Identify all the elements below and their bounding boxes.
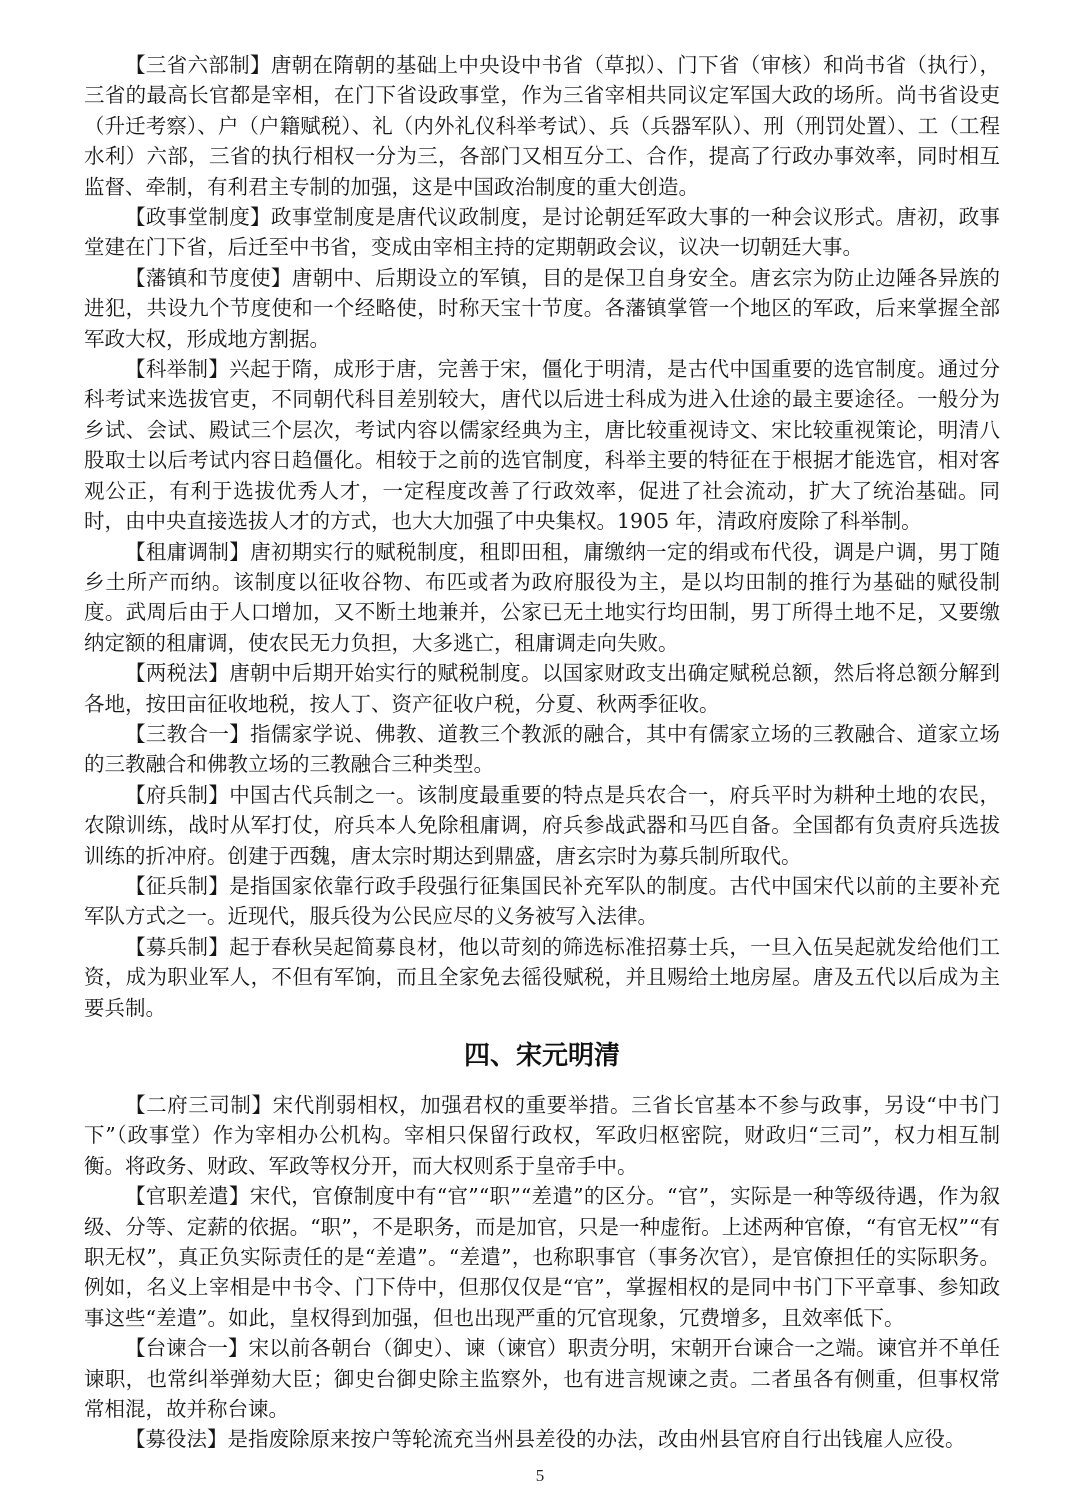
page-number: 5 [535,1466,545,1485]
entry-term: 【募兵制】 [125,934,230,959]
entry-term: 【政事堂制度】 [125,205,271,230]
entry-mubingzhi [84,932,1000,1023]
entry-sansheng-liubu [84,50,1000,202]
entry-text: 唐朝中、后期设立的军镇，目的是保卫自身安全。唐玄宗为防止边陲各异族的进犯，共设九个节度使和一个经略使，时称天宝十节度。各藩镇掌管一个地区的军政，后来掌握全部军政大权，形成地方割据。 [84,265,1001,351]
entry-zhengbingzhi [84,871,1000,932]
entry-text: 唐初期实行的赋税制度，租即田租，庸缴纳一定的绢或布代役，调是户调，男丁随乡土所产而纳。该制度以征收谷物、布匹或者为政府服役为主，是以均田制的推行为基础的赋役制度。武周后由于人口增加，又不断土地兼并，公家已无土地实行均田制，男丁所得土地不足，又要缴纳定额的租庸调，使农民无力负担，大多逃亡，租庸调走向失败。 [84,539,1001,655]
entry-text: 起于春秋吴起简募良材，他以苛刻的筛选标准招募士兵，一旦入伍吴起就发给他们工资，成为职业军人，不但有军饷，而且全家免去徭役赋税，并且赐给土地房屋。唐及五代以后成为主要兵制。 [84,934,1001,1020]
entry-term: 【府兵制】 [125,782,230,807]
section-title: 四、宋元明清 [463,1041,620,1071]
entry-term: 【科举制】 [125,357,230,382]
entry-guanzhi-chaiqian [84,1181,1000,1333]
entry-text: 宋以前各朝台（御史）、谏（谏官）职责分明，宋朝开台谏合一之端。谏官并不单任谏职，也常纠举弹劾大臣；御史台御史除主监察外，也有进言规谏之责。二者虽各有侧重，但事权常常相混，故并称台谏。 [84,1336,1001,1422]
entry-term: 【三教合一】 [125,721,251,746]
entry-erfu-sansi [84,1090,1000,1181]
entry-keju [84,354,1000,536]
entry-text: 是指国家依靠行政手段强行征集国民补充军队的制度。古代中国宋代以前的主要补充军队方式之一。近现代，服兵役为公民应尽的义务被写入法律。 [84,873,1001,929]
entry-text: 指儒家学说、佛教、道教三个教派的融合，其中有儒家立场的三教融合、道家立场的三教融合和佛教立场的三教融合三种类型。 [84,721,1001,777]
entry-text: 是指废除原来按户等轮流充当州县差役的办法，改由州县官府自行出钱雇人应役。 [227,1427,966,1452]
document-body [84,50,1000,1455]
entry-term: 【租庸调制】 [125,539,251,564]
entry-text: 中国古代兵制之一。该制度最重要的特点是兵农合一，府兵平时为耕种土地的农民，农隙训练，战时从军打仗，府兵本人免除租庸调，府兵参战武器和马匹自备。全国都有负责府兵选拔训练的折冲府。创建于西魏，唐太宗时期达到鼎盛，唐玄宗时为募兵制所取代。 [84,782,1001,868]
entry-term: 【台谏合一】 [125,1336,249,1361]
entry-text: 唐朝中后期开始实行的赋税制度。以国家财政支出确定赋税总额，然后将总额分解到各地，按田亩征收地税，按人丁、资产征收户税，分夏、秋两季征收。 [84,661,1001,716]
entry-term: 【三省六部制】 [125,53,271,77]
entries-part1 [84,50,1000,1023]
entry-term: 【征兵制】 [125,873,230,898]
entry-taijian-heyi [84,1333,1000,1424]
entry-text: 宋代，官僚制度中有“官”“职”“差遣”的区分。“官”，实际是一种等级待遇，作为叙级、分等、定薪的依据。“职”，不是职务，而是加官，只是一种虚衔。上述两种官僚，“有官无权”“有职无权”，真正负实际责任的是“差遣”。“差遣”，也称职事官（事务次官），是官僚担任的实际职务。例如，名义上宰相是中书令、门下侍中，但那仅仅是“官”，掌握相权的是同中书门下平章事、参知政事这些“差遣”。如此，皇权得到加强，但也出现严重的冗官现象，冗费增多，且效率低下。 [84,1184,1001,1330]
entry-term: 【藩镇和节度使】 [125,265,292,290]
entry-liangshuifa [84,658,1000,719]
entry-fubingzhi [84,780,1000,871]
entry-term: 【募役法】 [125,1427,228,1452]
entry-zuyongdiao [84,537,1000,659]
entry-text: 唐朝在隋朝的基础上中央设中书省（草拟）、门下省（审核）和尚书省（执行），三省的最高长官都是宰相，在门下省设政事堂，作为三省宰相共同议定军国大政的场所。尚书省设吏（升迁考察）、户（户籍赋税）、礼（内外礼仪科举考试）、兵（兵器军队）、刑（刑罚处置）、工（工程水利）六部，三省的执行相权一分为三，各部门又相互分工、合作，提高了行政办事效率，同时相互监督、牵制，有利君主专制的加强，这是中国政治制度的重大创造。 [84,53,1001,199]
entry-text: 宋代削弱相权，加强君权的重要举措。三省长官基本不参与政事，另设“中书门下”（政事堂）作为宰相办公机构。宰相只保留行政权，军政归枢密院，财政归“三司”，权力相互制衡。将政务、财政、军政等权分开，而大权则系于皇帝手中。 [84,1093,1001,1178]
entry-term: 【官职差遣】 [125,1184,250,1209]
entry-zhengshitang [84,202,1000,263]
entry-muyifa [84,1424,1000,1454]
entry-sanjiao-heyi [84,719,1000,780]
entry-term: 【二府三司制】 [125,1093,273,1117]
entry-text: 兴起于隋，成形于唐，完善于宋，僵化于明清，是古代中国重要的选官制度。通过分科考试来选拔官吏，不同朝代科目差别较大，唐代以后进士科成为进入仕途的最主要途径。一般分为乡试、会试、殿试三个层次，考试内容以儒家经典为主，唐比较重视诗文、宋比较重视策论，明清八股取士以后考试内容日趋僵化。相较于之前的选官制度，科举主要的特征在于根据才能选官，相对客观公正，有利于选拔优秀人才，一定程度改善了行政效率，促进了社会流动，扩大了统治基础。同时，由中央直接选拔人才的方式，也大大加强了中央集权。1905 年，清政府废除了科举制。 [84,357,1001,534]
entries-part2 [84,1090,1000,1455]
entry-fanzhen [84,263,1000,354]
entry-term: 【两税法】 [125,661,230,686]
entry-text: 政事堂制度是唐代议政制度，是讨论朝廷军政大事的一种会议形式。唐初，政事堂建在门下省，后迁至中书省，变成由宰相主持的定期朝政会议，议决一切朝廷大事。 [84,205,1000,260]
